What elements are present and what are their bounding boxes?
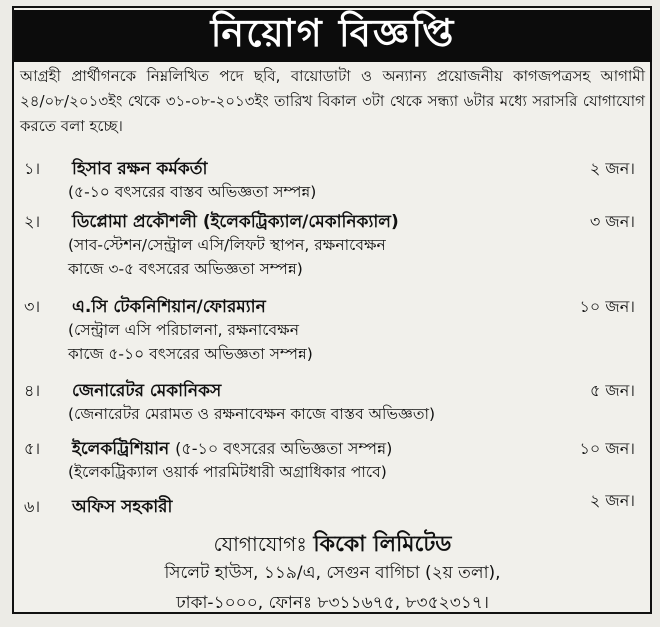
contact-label: যোগাযোগঃ xyxy=(213,532,307,556)
notice-title: নিয়োগ বিজ্ঞপ্তি xyxy=(210,11,456,55)
contact-address: সিলেট হাউস, ১১৯/এ, সেগুন বাগিচা (২য় তলা), xyxy=(164,563,501,583)
position-title: ডিপ্লোমা প্রকৌশলী (ইলেকট্রিক্যাল/মেকানিক্যাল) xyxy=(72,212,399,232)
company-name: কিকো লিমিটেড xyxy=(313,532,452,557)
position-title-text: ইলেকট্রিশিয়ান xyxy=(72,439,170,459)
position-number: ৪। xyxy=(24,381,41,400)
position-title: জেনারেটর মেকানিকস xyxy=(72,381,222,401)
position-description: (৫-১০ বৎসরের বাস্তব অভিজ্ঞতা সম্পন্ন) xyxy=(68,183,317,201)
position-count: ৩ জন। xyxy=(589,212,635,231)
contact-phone: ঢাকা-১০০০, ফোনঃ ৮৩১১৬৭৫, ৮৩৫২৩১৭। xyxy=(176,593,489,613)
position-count: ২ জন। xyxy=(589,159,635,178)
position-count: ৫ জন। xyxy=(589,381,635,400)
position-number: ৩। xyxy=(24,297,41,316)
notice-title-banner xyxy=(14,10,652,62)
position-description: কাজে ৩-৫ বৎসরের অভিজ্ঞতা সম্পন্ন) xyxy=(68,260,303,278)
notice-intro: আগ্রহী প্রার্থীগনকে নিম্নলিখিত পদে ছবি, বায়োডাটা ও অন্যান্য প্রয়োজনীয় কাগজপত্রসহ আগামী ২৪/০৮/২০১৩ইং থেকে ৩১-০৮-২০১৩ইং তারিখ বিকাল ৩টা থেকে সন্ধ্যা ৬টার মধ্যে সরাসরি যোগাযোগ করতে বলা হচ্ছে। xyxy=(20,67,645,135)
position-count: ১০ জন। xyxy=(579,297,635,316)
position-count: ২ জন। xyxy=(589,491,635,510)
position-description: কাজে ৫-১০ বৎসরের অভিজ্ঞতা সম্পন্ন) xyxy=(68,345,313,363)
position-description: (ইলেকট্রিক্যাল ওয়ার্ক পারমিটধারী অগ্রাধিকার পাবে) xyxy=(68,463,387,481)
position-description: (জেনারেটর মেরামত ও রক্ষনাবেক্ষন কাজে বাস্তব অভিজ্ঞতা) xyxy=(68,405,436,423)
position-title: এ.সি টেকনিশিয়ান/ফোরম্যান xyxy=(72,297,266,317)
contact-line xyxy=(20,527,645,564)
position-number: ৫। xyxy=(24,439,41,458)
position-count: ১০ জন। xyxy=(579,439,635,458)
position-title-note: (৫-১০ বৎসরের অভিজ্ঞতা সম্পন্ন) xyxy=(175,439,393,458)
position-number: ১। xyxy=(24,159,41,178)
position-title: হিসাব রক্ষন কর্মকর্তা xyxy=(72,159,208,179)
position-description: (সাব-স্টেশন/সেন্ট্রাল এসি/লিফট স্থাপন, রক্ষনাবেক্ষন xyxy=(68,236,386,254)
position-number: ২। xyxy=(24,212,41,231)
position-title: অফিস সহকারী xyxy=(72,497,173,517)
position-description: (সেন্ট্রাল এসি পরিচালনা, রক্ষনাবেক্ষন xyxy=(68,321,299,339)
position-number: ৬। xyxy=(24,497,41,516)
